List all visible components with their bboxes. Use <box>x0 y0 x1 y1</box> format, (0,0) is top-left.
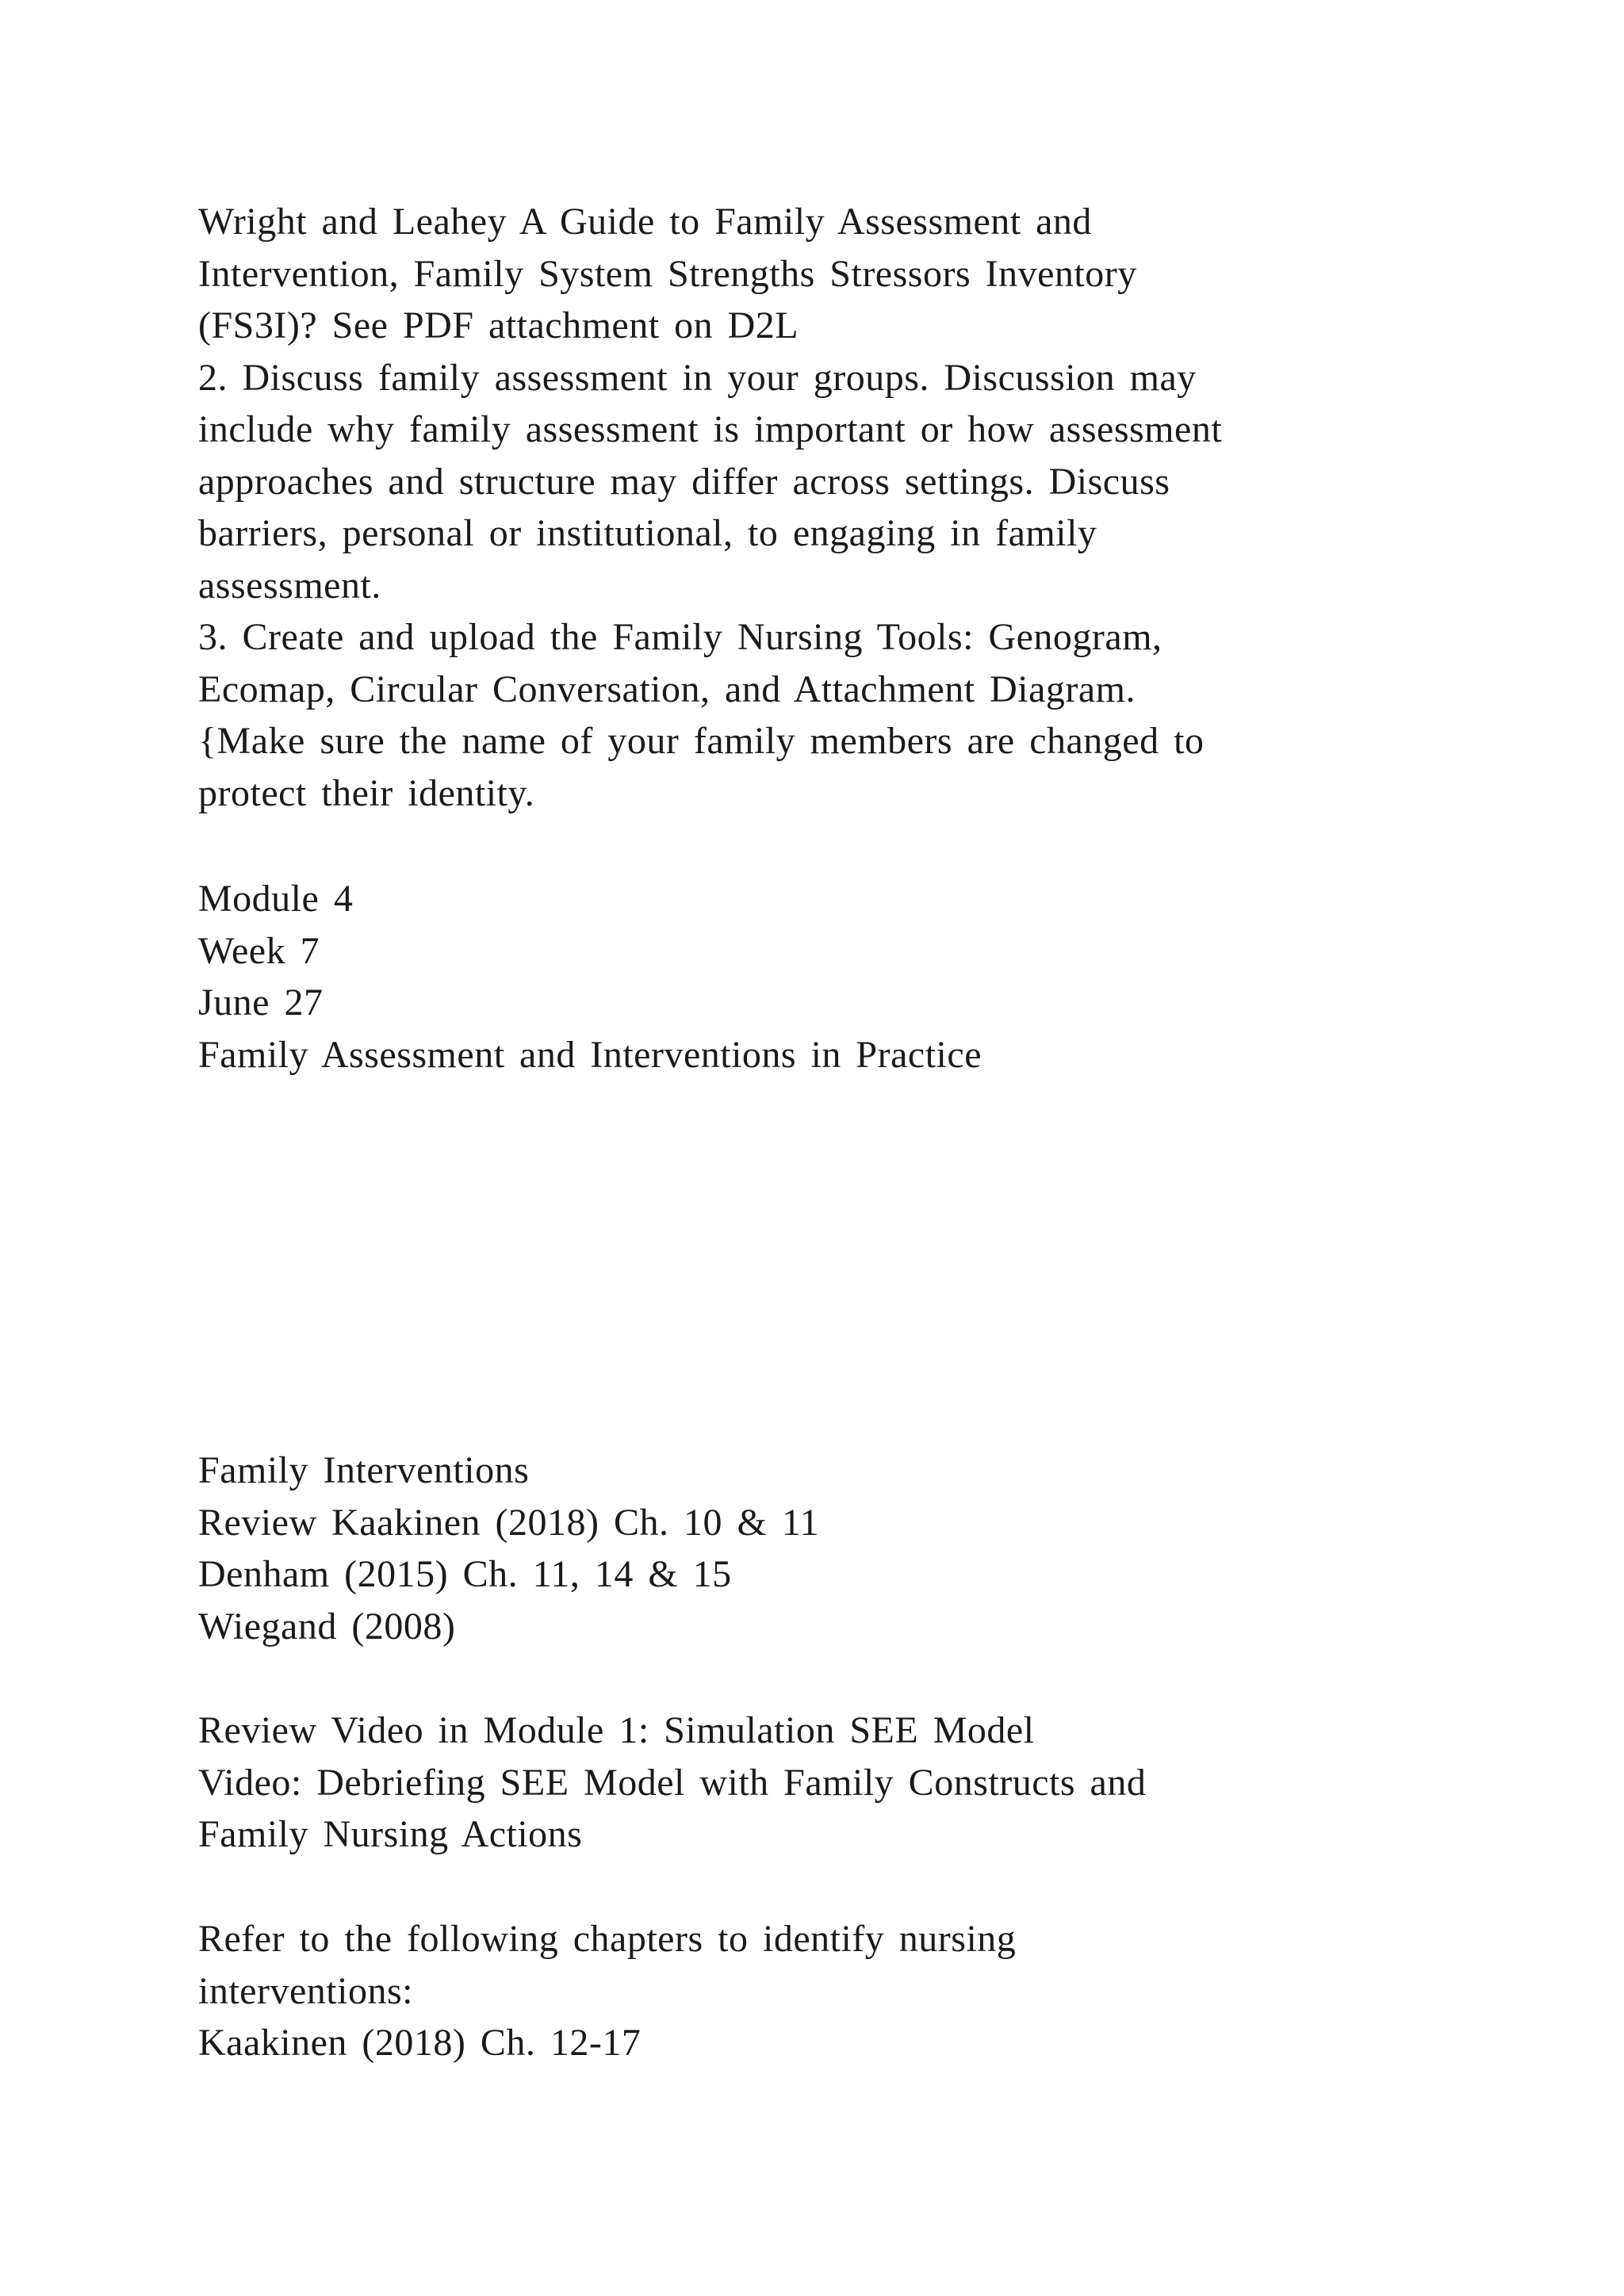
chapter-references <box>198 1913 1546 2069</box>
reading-item: Wiegand (2008) <box>198 1605 456 1647</box>
week-label: Week 7 <box>198 929 320 972</box>
text-line: protect their identity. <box>198 771 535 814</box>
module-title: Family Assessment and Interventions in Practice <box>198 1033 982 1076</box>
text-line: Family Nursing Actions <box>198 1813 583 1855</box>
assignment-instructions <box>198 196 1546 819</box>
video-references <box>198 1705 1546 1861</box>
text-line: {Make sure the name of your family members are changed to <box>198 720 1205 762</box>
text-line: Intervention, Family System Strengths Stressors Inventory <box>198 252 1137 295</box>
text-line: 2. Discuss family assessment in your groups. Discussion may <box>198 356 1197 399</box>
text-line: Kaakinen (2018) Ch. 12-17 <box>198 2022 642 2064</box>
text-line: Refer to the following chapters to identify nursing <box>198 1918 1017 1960</box>
text-line: (FS3I)? See PDF attachment on D2L <box>198 304 799 346</box>
text-line: interventions: <box>198 1969 413 2012</box>
family-interventions-readings <box>198 1445 1546 1652</box>
text-line: assessment. <box>198 564 381 607</box>
text-line: Wright and Leahey A Guide to Family Assessment and <box>198 201 1092 243</box>
text-line: include why family assessment is important or how assessment <box>198 408 1223 450</box>
date-label: June 27 <box>198 982 324 1024</box>
text-line: Review Video in Module 1: Simulation SEE Model <box>198 1709 1035 1751</box>
text-line: Video: Debriefing SEE Model with Family Constructs and <box>198 1761 1147 1804</box>
module-label: Module 4 <box>198 878 354 920</box>
section-heading: Family Interventions <box>198 1449 530 1491</box>
text-line: approaches and structure may differ across settings. Discuss <box>198 460 1170 503</box>
reading-item: Review Kaakinen (2018) Ch. 10 & 11 <box>198 1501 820 1544</box>
reading-item: Denham (2015) Ch. 11, 14 & 15 <box>198 1553 732 1595</box>
text-line: Ecomap, Circular Conversation, and Attachment Diagram. <box>198 668 1136 710</box>
text-line: 3. Create and upload the Family Nursing Tools: Genogram, <box>198 616 1162 658</box>
text-line: barriers, personal or institutional, to engaging in family <box>198 512 1097 554</box>
module-header <box>198 873 1546 1081</box>
